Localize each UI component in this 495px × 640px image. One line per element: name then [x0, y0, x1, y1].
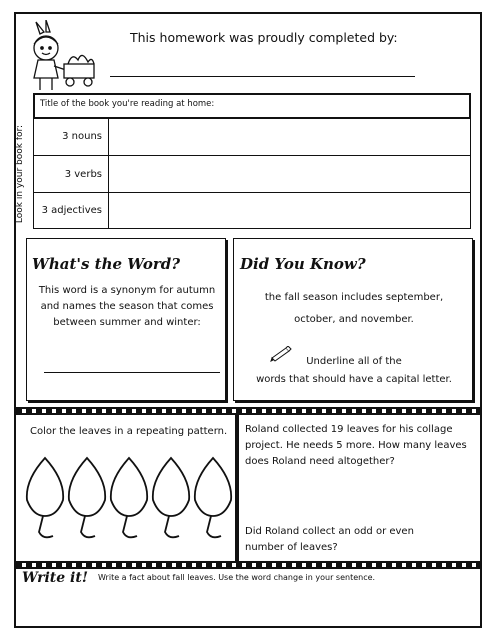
math-problem: Roland collected 19 leaves for his collage project. He needs 5 more. How many leaves does Roland need altogether? [245, 424, 467, 467]
leaf-icon[interactable] [27, 458, 63, 537]
decorative-border-top [16, 407, 480, 415]
table-right-border [470, 119, 471, 228]
leaf-icon[interactable] [195, 458, 231, 537]
leaves-group [25, 456, 235, 552]
whats-the-word-text: This word is a synonym for autumn and names the season that comes between summer and winter: [38, 285, 216, 328]
did-you-know-instruction-line2: words that should have a capital letter. [256, 374, 452, 385]
whats-the-word-title: What's the Word? [32, 255, 181, 273]
header-title: This homework was proudly completed by: [130, 30, 398, 45]
math-question: Did Roland collect an odd or even number of leaves? [245, 526, 414, 553]
leaf-icon[interactable] [111, 458, 147, 537]
whats-the-word-answer-line[interactable] [44, 372, 220, 373]
book-title-label: Title of the book you're reading at home: [40, 99, 215, 109]
did-you-know-line2[interactable]: october, and november. [294, 314, 414, 325]
table-row-line [33, 192, 471, 193]
nouns-answer-field[interactable] [112, 124, 466, 152]
name-line[interactable] [110, 76, 415, 77]
table-divider [108, 119, 109, 228]
decorative-border-bottom [16, 561, 480, 569]
adjectives-answer-field[interactable] [112, 196, 466, 224]
write-it-answer-area[interactable] [22, 590, 472, 624]
write-it-title: Write it! [22, 570, 88, 586]
kid-with-wagon-illustration [20, 20, 100, 98]
leaf-icon[interactable] [69, 458, 105, 537]
did-you-know-title: Did You Know? [240, 255, 366, 273]
row-label-adjectives: 3 adjectives [41, 205, 102, 216]
did-you-know-instruction-line1: Underline all of the [306, 356, 402, 367]
row-label-nouns: 3 nouns [62, 131, 102, 142]
table-left-border [33, 119, 34, 228]
did-you-know-line1: the fall season includes september, [264, 292, 444, 303]
verbs-answer-field[interactable] [112, 160, 466, 188]
book-side-label: Look in your book for: [15, 124, 25, 224]
row-label-verbs: 3 verbs [64, 169, 102, 180]
write-it-prompt: Write a fact about fall leaves. Use the word change in your sentence. [98, 573, 376, 582]
leaves-instruction: Color the leaves in a repeating pattern. [30, 426, 228, 437]
table-row-line [33, 228, 471, 229]
leaf-icon[interactable] [153, 458, 189, 537]
table-row-line [33, 155, 471, 156]
